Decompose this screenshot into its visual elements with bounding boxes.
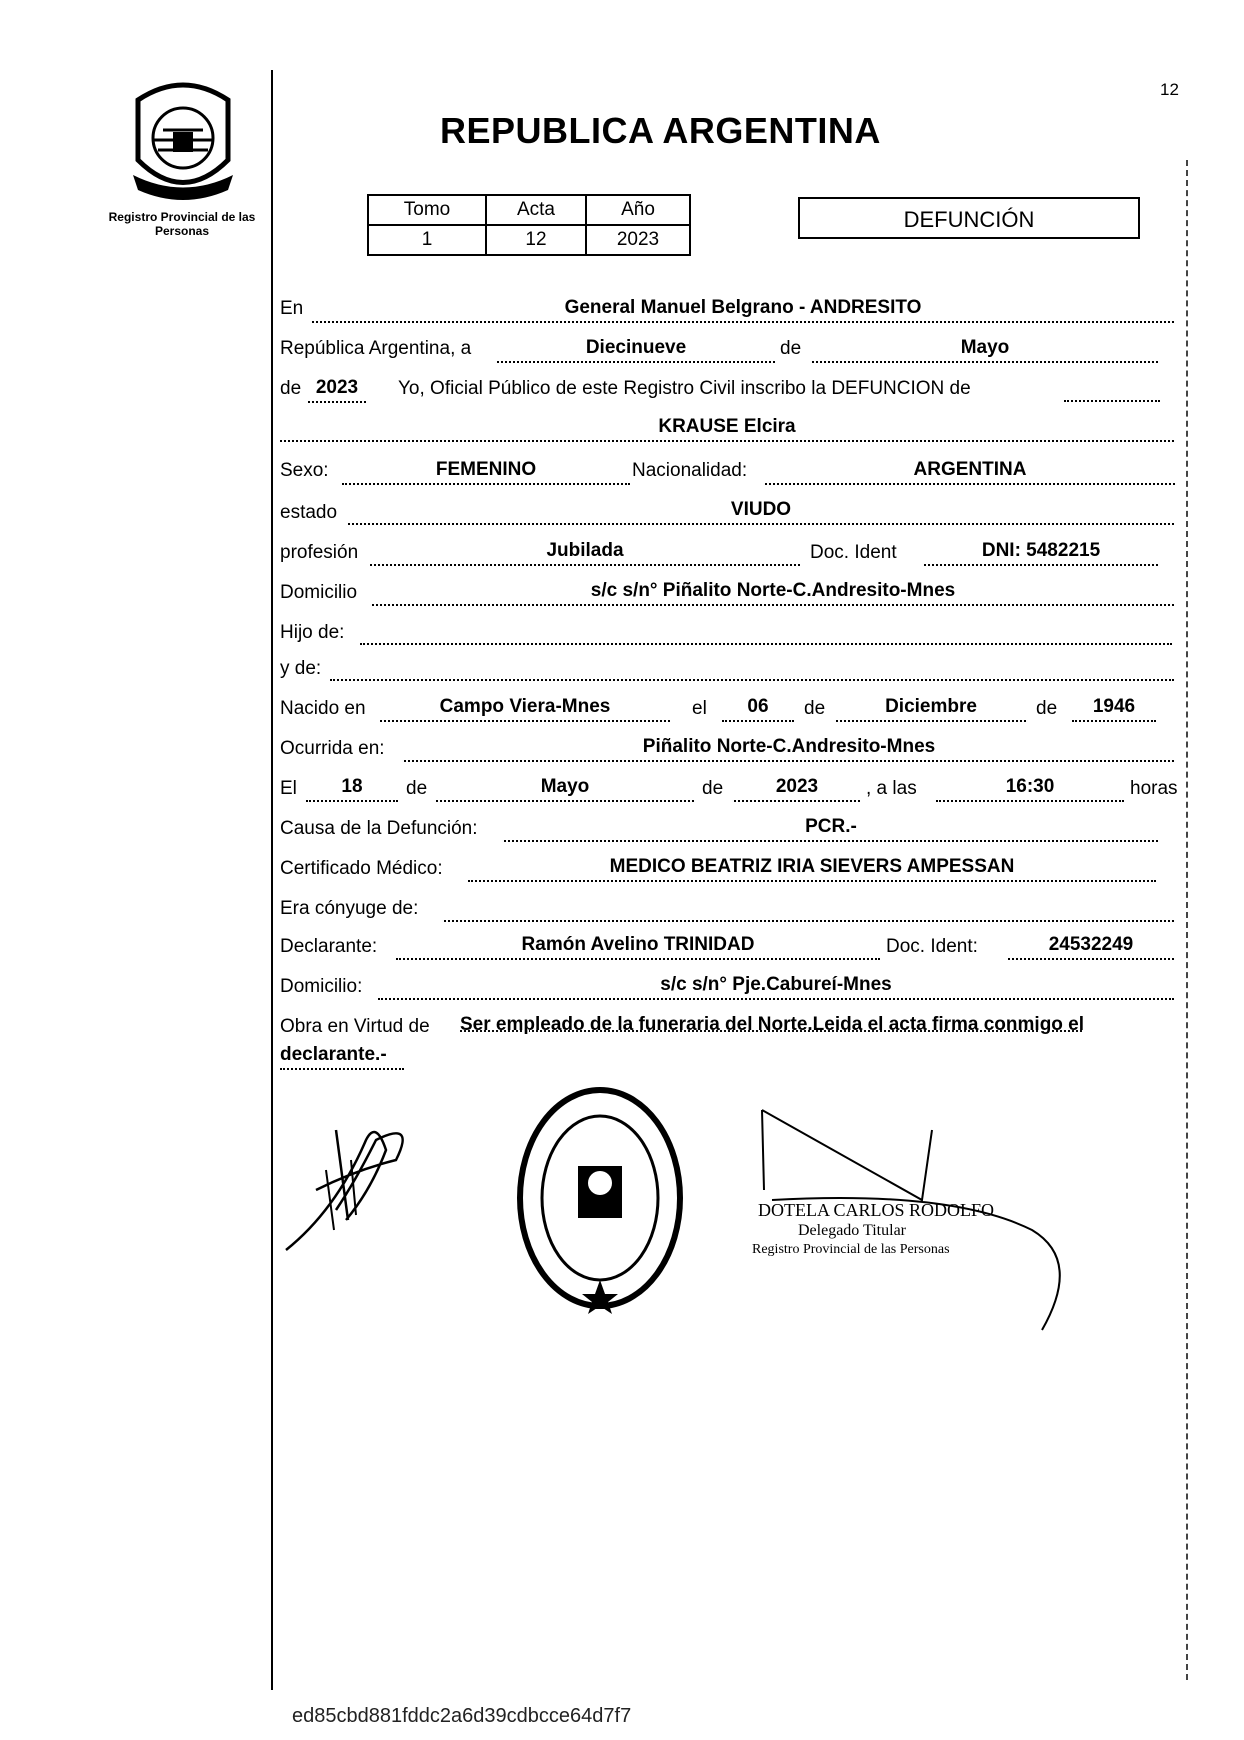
document-title: REPUBLICA ARGENTINA [440,110,881,151]
el-label: el [692,698,707,719]
birth-year-value: 1946 [1072,696,1156,722]
marital-status-value: VIUDO [348,499,1174,525]
y-de-label: y de: [280,658,322,679]
birth-month-value: Diciembre [836,696,1026,722]
el-label: El [280,778,297,799]
page-number: 12 [1160,80,1179,99]
mother-field [330,679,1174,681]
hijo-de-label: Hijo de: [280,622,345,643]
address-value: s/c s/n° Piñalito Norte-C.Andresito-Mnes [372,580,1174,606]
place-value: General Manuel Belgrano - ANDRESITO [312,297,1174,323]
profession-value: Jubilada [370,540,800,566]
death-year-value: 2023 [734,776,860,802]
spouse-field [444,920,1174,922]
document-hash: ed85cbd881fddc2a6d39cdbcce64d7f7 [292,1705,632,1727]
horas-label: horas [1130,778,1178,799]
dotted-fill [1064,400,1160,402]
deceased-name: KRAUSE Elcira [280,416,1174,442]
sexo-label: Sexo: [280,460,329,481]
de-label: de [804,698,826,719]
de-label: de [780,338,802,359]
acta-value: 12 [486,225,586,255]
nacido-en-label: Nacido en [280,698,366,719]
en-label: En [280,298,304,319]
declarant-doc-value: 24532249 [1008,934,1174,960]
death-time-value: 16:30 [936,776,1124,802]
causa-label: Causa de la Defunción: [280,818,478,839]
declarant-address-value: s/c s/n° Pje.Cabureí-Mnes [378,974,1174,1000]
official-org: Registro Provincial de las Personas [752,1242,950,1257]
death-month-value: Mayo [436,776,694,802]
death-place-value: Piñalito Norte-C.Andresito-Mnes [404,736,1174,762]
certificado-label: Certificado Médico: [280,858,443,879]
domicilio-label: Domicilio: [280,976,363,997]
tomo-value: 1 [368,225,486,255]
de-label: de [1036,698,1058,719]
obra-value-line-1: Ser empleado de la funeraria del Norte.Leida el acta firma conmigo el [460,1014,1085,1035]
doctor-value: MEDICO BEATRIZ IRIA SIEVERS AMPESSAN [468,856,1156,882]
year-value: 2023 [308,377,366,403]
nacionalidad-label: Nacionalidad: [632,460,748,481]
ocurrida-label: Ocurrida en: [280,738,385,759]
sex-value: FEMENINO [342,459,630,485]
left-margin-rule [271,70,273,1690]
reference-table [367,194,691,256]
republica-label: República Argentina, a [280,338,472,359]
official-role: Delegado Titular [798,1222,906,1239]
tomo-header: Tomo [368,195,486,225]
declarant-value: Ramón Avelino TRINIDAD [396,934,880,960]
doc-ident-label: Doc. Ident [810,542,897,563]
doc-ident-label: Doc. Ident: [886,936,978,957]
de-label: de [406,778,428,799]
anio-header: Año [586,195,690,225]
father-field [360,643,1172,645]
domicilio-label: Domicilio [280,582,358,603]
declarant-signature [276,1100,436,1265]
registry-stamp [510,1078,690,1323]
profesion-label: profesión [280,542,359,563]
right-margin-rule [1186,160,1188,1680]
record-type-box: DEFUNCIÓN [798,197,1140,239]
day-value: Diecinueve [497,337,775,363]
cause-value: PCR.- [504,816,1158,842]
acta-header: Acta [486,195,586,225]
birthplace-value: Campo Viera-Mnes [380,696,670,722]
de-label: de [280,378,302,399]
obra-value-line-2: declarante.- [280,1044,404,1070]
inscribo-text: Yo, Oficial Público de este Registro Civil inscribo la DEFUNCION de [398,378,971,399]
conyuge-label: Era cónyuge de: [280,898,419,919]
declarante-label: Declarante: [280,936,378,957]
anio-value: 2023 [586,225,690,255]
birth-day-value: 06 [722,696,794,722]
estado-label: estado [280,502,338,523]
month-value: Mayo [812,337,1158,363]
nationality-value: ARGENTINA [765,459,1175,485]
a-las-label: , a las [866,778,917,799]
obra-label: Obra en Virtud de [280,1016,430,1037]
dni-value: DNI: 5482215 [924,540,1158,566]
registry-label: Registro Provincial de las Personas [108,210,256,238]
de-label: de [702,778,724,799]
official-name: DOTELA CARLOS RODOLFO [758,1200,995,1220]
death-day-value: 18 [306,776,398,802]
province-seal-logo [128,80,238,200]
